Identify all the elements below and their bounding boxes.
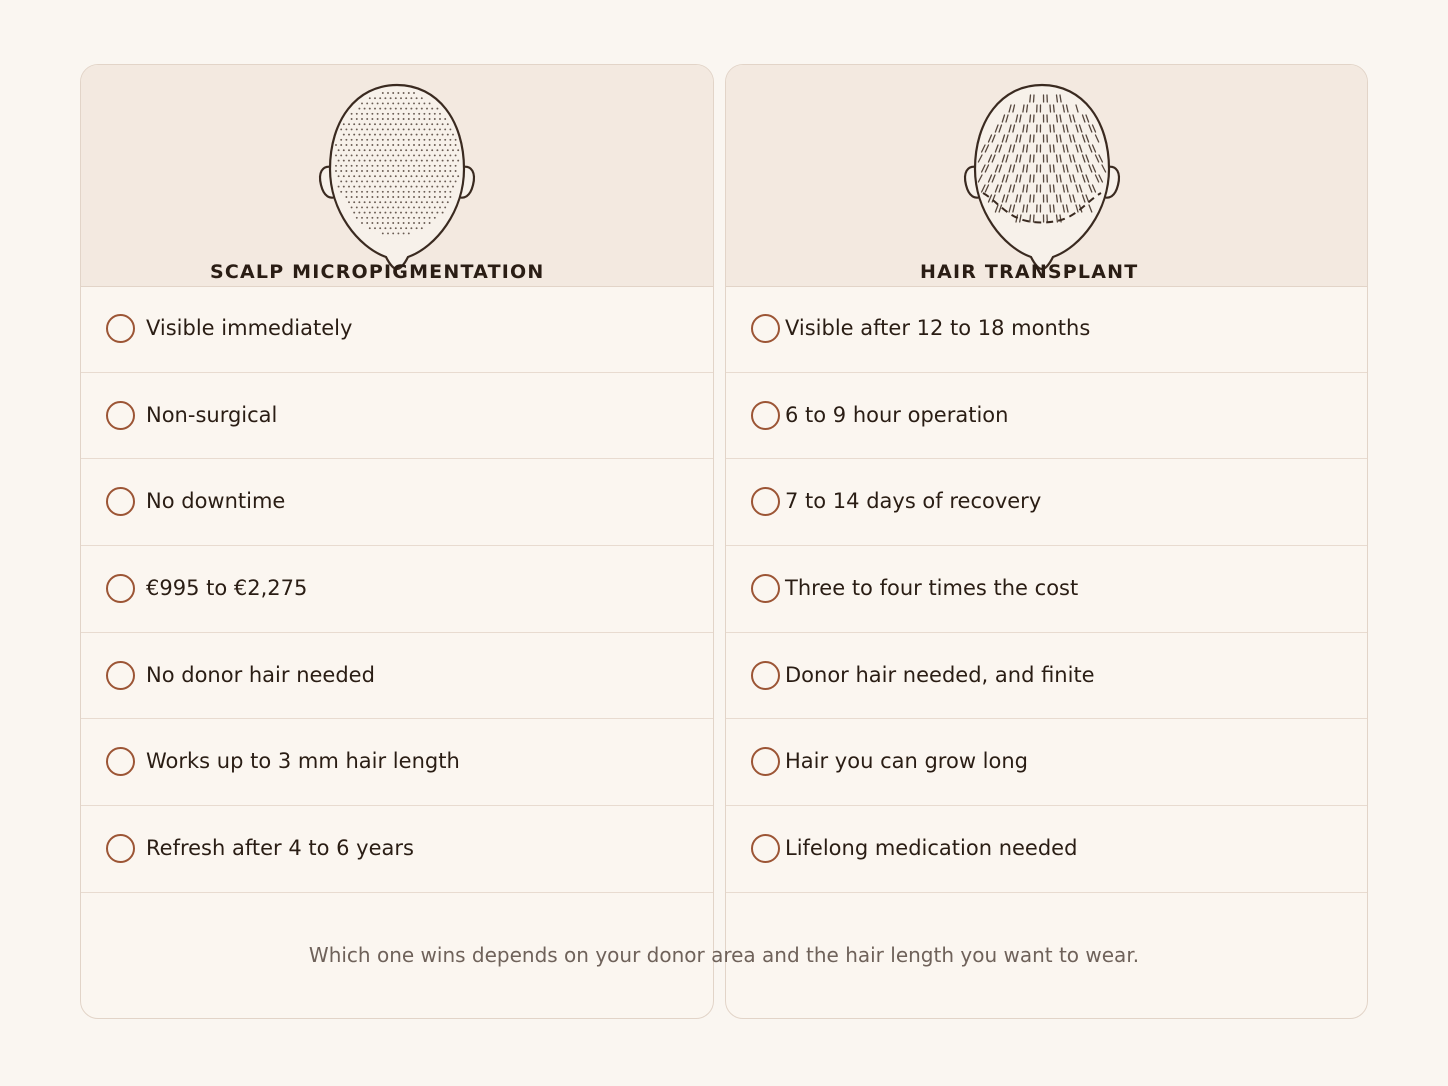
smp-feature-label: Works up to 3 mm hair length [146, 749, 460, 774]
transplant-feature-row [726, 806, 1367, 893]
smp-feature-radio[interactable] [106, 747, 135, 776]
transplant-feature-label: Three to four times the cost [785, 576, 1079, 601]
smp-feature-radio[interactable] [106, 574, 135, 603]
smp-feature-row [81, 286, 713, 373]
smp-feature-row [81, 806, 713, 893]
smp-feature-list [81, 286, 713, 893]
smp-feature-label: Refresh after 4 to 6 years [146, 836, 414, 861]
transplant-feature-label: Hair you can grow long [785, 749, 1028, 774]
transplant-feature-radio[interactable] [751, 401, 780, 430]
transplant-feature-label: 6 to 9 hour operation [785, 402, 1009, 427]
transplant-feature-row [726, 459, 1367, 546]
transplant-feature-row [726, 719, 1367, 806]
transplant-feature-radio[interactable] [751, 487, 780, 516]
transplant-feature-radio[interactable] [751, 834, 780, 863]
transplant-feature-row [726, 633, 1367, 720]
smp-feature-row [81, 633, 713, 720]
smp-feature-label: No downtime [146, 489, 286, 514]
hair-strands-head-icon [957, 81, 1127, 271]
transplant-feature-row [726, 286, 1367, 373]
smp-feature-label: Non-surgical [146, 402, 278, 427]
smp-feature-row [81, 719, 713, 806]
transplant-feature-label: Lifelong medication needed [785, 836, 1078, 861]
transplant-feature-label: Donor hair needed, and finite [785, 662, 1095, 687]
transplant-feature-radio[interactable] [751, 314, 780, 343]
smp-feature-radio[interactable] [106, 487, 135, 516]
smp-feature-row [81, 459, 713, 546]
smp-card-header [81, 65, 713, 287]
transplant-feature-row [726, 373, 1367, 460]
transplant-feature-radio[interactable] [751, 574, 780, 603]
smp-feature-radio[interactable] [106, 401, 135, 430]
smp-feature-row [81, 546, 713, 633]
smp-feature-radio[interactable] [106, 661, 135, 690]
transplant-feature-label: Visible after 12 to 18 months [785, 316, 1091, 340]
footer-note: Which one wins depends on your donor area and the hair length you want to wear. [308, 943, 1140, 967]
smp-feature-row [81, 373, 713, 460]
smp-feature-radio[interactable] [106, 314, 135, 343]
transplant-feature-label: 7 to 14 days of recovery [785, 489, 1042, 514]
smp-card [80, 64, 714, 1019]
transplant-feature-row [726, 546, 1367, 633]
transplant-card-header [726, 65, 1367, 287]
transplant-feature-radio[interactable] [751, 661, 780, 690]
smp-feature-radio[interactable] [106, 834, 135, 863]
smp-feature-label: No donor hair needed [146, 662, 375, 687]
smp-title: SCALP MICROPIGMENTATION [210, 261, 545, 283]
smp-feature-label: Visible immediately [146, 316, 353, 340]
dotted-scalp-head-icon [312, 81, 482, 271]
transplant-feature-list [726, 286, 1367, 893]
transplant-title: HAIR TRANSPLANT [920, 261, 1139, 283]
smp-feature-label: €995 to €2,275 [146, 576, 308, 601]
transplant-feature-radio[interactable] [751, 747, 780, 776]
transplant-card [725, 64, 1368, 1019]
